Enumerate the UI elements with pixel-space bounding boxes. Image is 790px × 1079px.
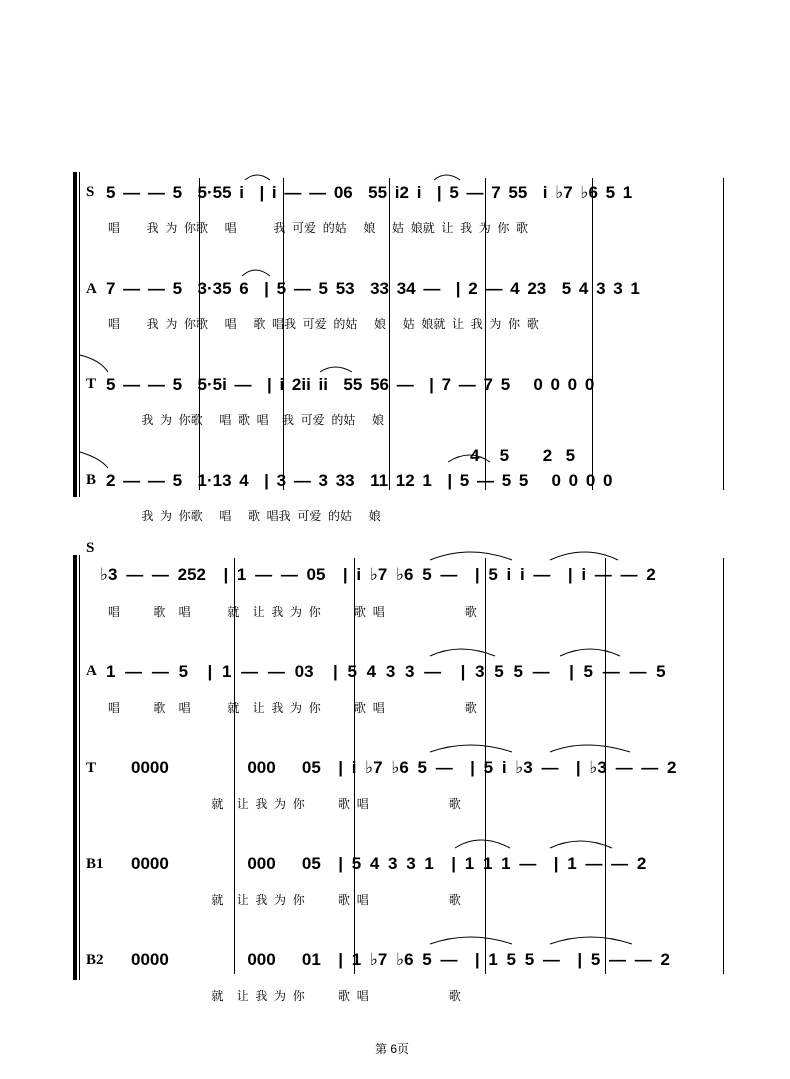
part-label-alto: A xyxy=(86,663,97,679)
part-label-bass: B xyxy=(86,472,97,488)
bass-upper-notes-line1: 4 5 2 5 xyxy=(470,446,576,465)
page-number: 第 6页 xyxy=(375,1042,410,1056)
tenor-lyrics-line1: 我 为 你歌 唱 歌 唱 我 可爱 的姑 娘 xyxy=(108,413,385,427)
bass-lyrics-line1: 我 为 你歌 唱 歌 唱我 可爱 的姑 娘 xyxy=(108,509,381,523)
bass-notes-line1: 2 — — 5 1·13 4 | 3 — 3 33 11 12 1 | 5 — 5 5 0 0 0 0 xyxy=(106,471,613,490)
part-label-soprano: S xyxy=(86,184,95,200)
bass1-notes-line2: 0000 000 05 | 5 4 3 3 1 | 1 1 1 — | 1 — — 2 xyxy=(131,854,647,873)
part-label-bass2: B2 xyxy=(86,952,104,968)
alto-notes-line1: 7 — — 5 3·35 6 | 5 — 5 53 33 34 — | 2 — 4 23 5 4 3 3 1 xyxy=(106,279,640,298)
part-label-alto: A xyxy=(86,281,97,297)
part-label-tenor: T xyxy=(86,376,97,392)
bass2-notes-line2: 0000 000 01 | 1 ♭7 ♭6 5 — | 1 5 5 — | 5 — — 2 xyxy=(131,950,670,969)
soprano-lyrics-line1: 唱 我 为 你歌 唱 我 可爱 的姑 娘 姑 娘就 让 我 为 你 歌 xyxy=(108,221,529,235)
part-label-soprano: S xyxy=(86,540,95,556)
tenor-lyrics-line2: 就 让 我 为 你 歌 唱 歌 xyxy=(108,797,461,811)
alto-lyrics-line1: 唱 我 为 你歌 唱 歌 唱我 可爱 的姑 娘 姑 娘就 让 我 为 你 歌 xyxy=(108,317,539,331)
alto-notes-line2: 1 — — 5 | 1 — — 03 | 5 4 3 3 — | 3 5 5 — | 5 — — 5 xyxy=(106,662,666,681)
soprano-notes-line2: ♭3 — — 252 | 1 — — 05 | i ♭7 ♭6 5 — | 5 i i — | i — — 2 xyxy=(100,565,656,584)
part-label-bass1: B1 xyxy=(86,856,104,872)
bass1-lyrics-line2: 就 让 我 为 你 歌 唱 歌 xyxy=(108,893,461,907)
soprano-notes-line1: 5 — — 5 5·55 i | i — — 06 55 i2 i | 5 — 7 55 i ♭7 ♭6 5 1 xyxy=(106,183,633,202)
tenor-notes-line2: 0000 000 05 | i ♭7 ♭6 5 — | 5 i ♭3 — | ♭3 — — 2 xyxy=(131,758,677,777)
alto-lyrics-line2: 唱 歌 唱 就 让 我 为 你 歌 唱 歌 xyxy=(108,701,477,715)
bass2-lyrics-line2: 就 让 我 为 你 歌 唱 歌 xyxy=(108,989,461,1003)
tenor-notes-line1: 5 — — 5 5·5i — | i 2ii ii 55 56 — | 7 — 7 5 0 0 0 0 xyxy=(106,375,595,394)
soprano-lyrics-line2: 唱 歌 唱 就 让 我 为 你 歌 唱 歌 xyxy=(108,605,477,619)
part-label-tenor: T xyxy=(86,760,97,776)
